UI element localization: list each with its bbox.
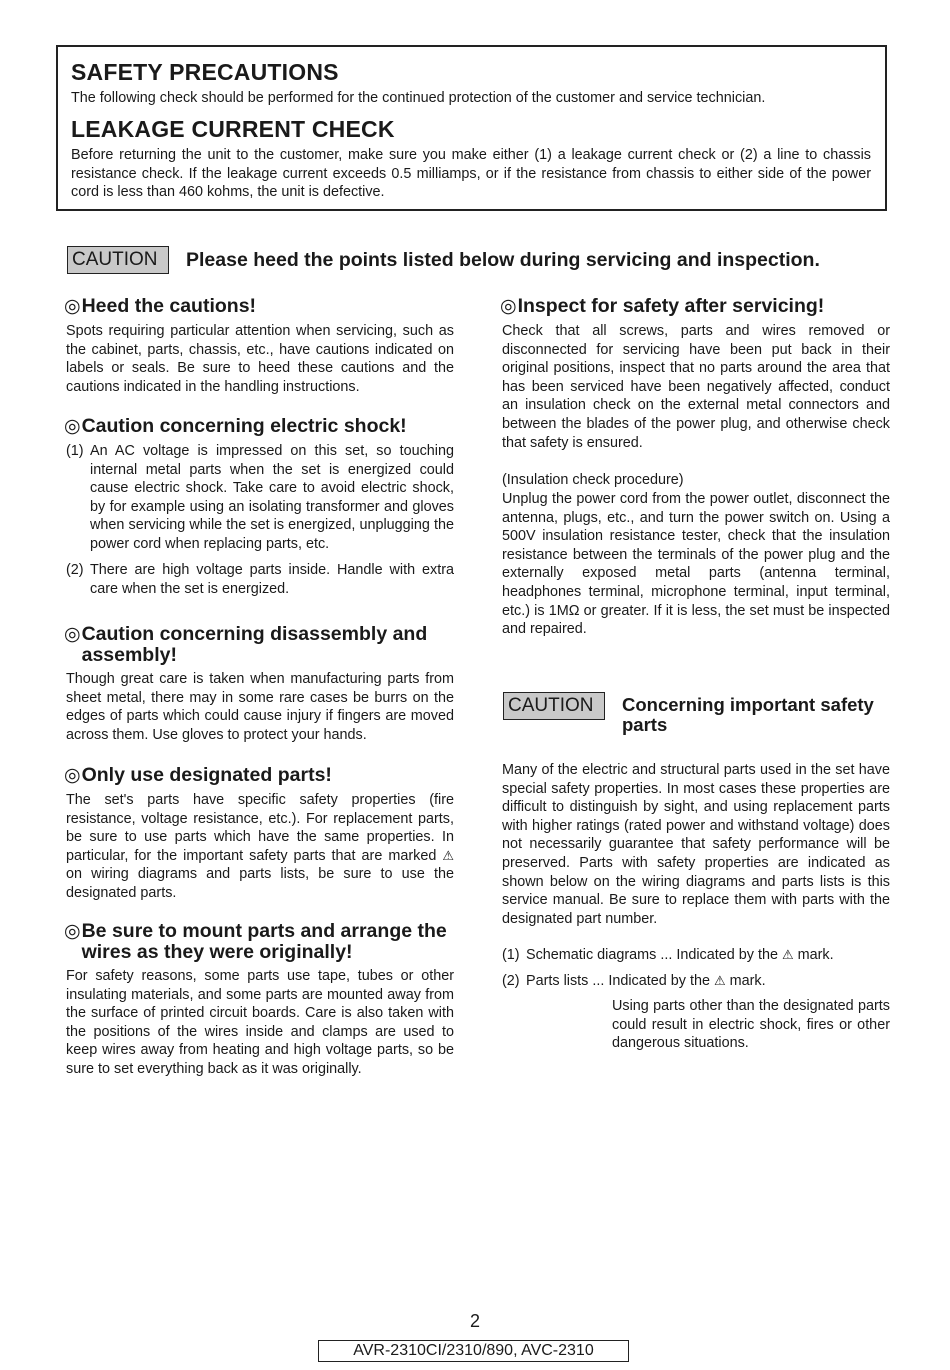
safety-intro: The following check should be performed for the continued protection of the customer and service technician. bbox=[71, 90, 766, 106]
model-number: AVR-2310CI/2310/890, AVC-2310 bbox=[318, 1340, 629, 1362]
double-circle-icon: ◎ bbox=[64, 765, 81, 786]
designated-parts-text: The set's parts have specific safety properties (fire resistance, voltage resistance, etc.). For replacement parts, be sure to use parts which have the same properties. In particular, for the important safety parts that are marked ⚠ on wiring diagrams and parts lists, be sure to use the designated parts. bbox=[66, 792, 454, 901]
shock-item-1: (1) An AC voltage is impressed on this set, so touching internal metal parts when the set is energized could cause electric shock. Take care to avoid electric shock, by for example using an isolating transformer and gloves when servicing while the set is energized, unplugging the power cord when replacing parts, etc. bbox=[66, 443, 454, 552]
page-number: 2 bbox=[469, 1311, 480, 1331]
inspect-safety-text: Check that all screws, parts and wires removed or disconnected for servicing have been put back in their original positions, inspect that no parts around the area that has been serviced have been negatively affected, conduct an insulation check on the external metal connectors and between the blades of the power plug, and otherwise check that safety is ensured. bbox=[502, 323, 890, 451]
heed-cautions-text: Spots requiring particular attention when servicing, such as the cabinet, parts, chassis, etc., have cautions indicated on labels or seals. Be sure to heed these cautions and the cautions indicated in the handling instructions. bbox=[66, 323, 454, 395]
important-item-2: (2) Parts lists ... Indicated by the ⚠ mark. bbox=[502, 973, 766, 989]
heed-cautions-title: ◎ Heed the cautions! bbox=[64, 295, 257, 317]
insulation-procedure-text: Unplug the power cord from the power outlet, disconnect the antenna, plugs, etc., and turn the power switch on. Using a 500V insulation resistance tester, check that the insulation resistance between the terminals of the power plug and the externally exposed metal parts (antenna terminal, headphones terminal, microphone terminal, input terminal, etc.) is 1MΩ or greater. If it is less, the set must be inspected and repaired. bbox=[502, 491, 890, 638]
warning-triangle-icon: ⚠ bbox=[442, 847, 454, 863]
shock-item-2: (2) There are high voltage parts inside. Handle with extra care when the set is energized. bbox=[66, 562, 454, 597]
safety-precautions-box bbox=[56, 45, 887, 211]
insulation-procedure-label: (Insulation check procedure) bbox=[502, 472, 684, 488]
important-parts-title: Concerning important safety parts bbox=[622, 694, 874, 735]
designated-parts-title: ◎ Only use designated parts! bbox=[64, 764, 332, 786]
safety-precautions-title: SAFETY PRECAUTIONS bbox=[71, 59, 339, 85]
disassembly-title: ◎ Caution concerning disassembly and assembly! bbox=[64, 623, 428, 666]
important-parts-text: Many of the electric and structural parts used in the set have special safety properties. In most cases these properties are difficult to distinguish by sight, and using replacement parts with higher ratings (rated power and withstand voltage) does not necessarily guarantee that safety performance will be preserved. Parts with safety properties are indicated as shown below on the wiring diagrams and parts lists is this service manual. Be sure to replace them with parts with the designated part number. bbox=[502, 762, 890, 927]
inspect-safety-title: ◎ Inspect for safety after servicing! bbox=[500, 295, 825, 317]
double-circle-icon: ◎ bbox=[500, 296, 517, 317]
leakage-title: LEAKAGE CURRENT CHECK bbox=[71, 116, 395, 142]
disassembly-text: Though great care is taken when manufacturing parts from sheet metal, there may in some rare cases be burrs on the edges of parts which could cause injury if fingers are moved across them. Use gloves to protect your hands. bbox=[66, 671, 454, 743]
important-parts-note: Using parts other than the designated parts could result in electric shock, fires or other dangerous situations. bbox=[612, 998, 890, 1052]
important-item-1: (1) Schematic diagrams ... Indicated by the ⚠ mark. bbox=[502, 947, 834, 963]
mount-parts-title: ◎ Be sure to mount parts and arrange the wires as they were originally! bbox=[64, 920, 447, 963]
electric-shock-title: ◎ Caution concerning electric shock! bbox=[64, 415, 407, 437]
double-circle-icon: ◎ bbox=[64, 921, 81, 942]
double-circle-icon: ◎ bbox=[64, 624, 81, 645]
mount-parts-text: For safety reasons, some parts use tape, tubes or other insulating materials, and some parts are mounted away from the surface of printed circuit boards. Care is also taken with the positions of the wires inside and clamps are used to keep wires away from heating and high voltage parts, so be sure to set everything back as it was originally. bbox=[66, 968, 454, 1077]
warning-triangle-icon: ⚠ bbox=[713, 973, 726, 988]
important-caution-tag: CAUTION bbox=[503, 692, 605, 720]
double-circle-icon: ◎ bbox=[64, 296, 81, 317]
leakage-text: Before returning the unit to the customer, make sure you make either (1) a leakage current check or (2) a line to chassis resistance check. If the leakage current exceeds 0.5 milliamps, or if the resistance from chassis to either side of the power cord is less than 460 kohms, the unit is defective. bbox=[71, 147, 871, 200]
caution-tag: CAUTION bbox=[67, 246, 169, 274]
warning-triangle-icon: ⚠ bbox=[781, 947, 794, 962]
double-circle-icon: ◎ bbox=[64, 416, 81, 437]
caution-banner-text: Please heed the points listed below during servicing and inspection. bbox=[186, 249, 820, 271]
